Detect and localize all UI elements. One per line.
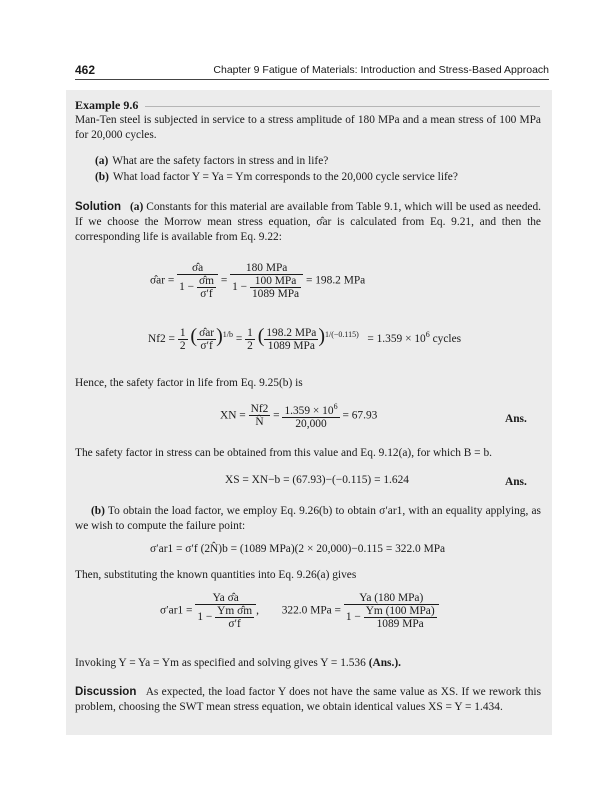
eq2-inner-den: σ′f — [197, 339, 216, 352]
eq6-den2-bottom: 1089 MPa — [364, 617, 437, 630]
invoking-body: Invoking Y = Ya = Ym as specified and solving gives Y = 1.536 — [75, 657, 366, 669]
eq2-half-den: 2 — [179, 339, 186, 352]
eq2-half-num-2: 1 — [247, 326, 253, 339]
discussion-heading: Discussion — [75, 686, 137, 698]
solution-intro — [75, 200, 541, 246]
equation-nf2: Nf2 = $\frac{1}{2}$ ( $\frac{\sigmâar}{\sigma'f}$ )$^{1/b}$ = $\frac{1}{2}$ ( $\frac{\text{198.2 MPa}}{\text{1089 MPa}}$ )$^{1/(-0.115)}$ = $1.359 \times 10^6$ cycles — [148, 325, 462, 352]
hence-text: Hence, the safety factor in life from Eq. 9.25(b) is — [75, 377, 303, 389]
equation-xn: XN = $\frac{Nf2}{N̂}$ = $\frac{1.359 \times 10^6}{20,000}$ = 67.93 — [220, 402, 378, 430]
eq3-result: = 67.93 — [342, 409, 378, 422]
eq1-result: = 198.2 MPa — [305, 274, 366, 287]
eq2-exponent-2: 1/(−0.115) — [325, 330, 359, 340]
eq3-num2-exp: 6 — [333, 402, 338, 411]
part-b-text — [75, 504, 541, 534]
eq1-one-minus-2: 1 − — [232, 281, 248, 294]
ans-label-2: Ans. — [505, 476, 527, 488]
part-b-body: To obtain the load factor, we employ Eq. 9.26(b) to obtain σ′ar1, with an equality applying, as we wish to compute the failure point: — [75, 505, 541, 533]
page-number: 462 — [75, 63, 96, 77]
invoking-text — [75, 656, 541, 671]
eq2-half-den-2: 2 — [247, 339, 253, 352]
eq6-one-minus: 1 − — [197, 611, 213, 624]
equation-sigma-ar — [150, 262, 365, 300]
solution-intro-text: Constants for this material are available from Table 9.1, which will be used as needed. If we choose the Morrow mean stress equation, σ̂ar is calculated from Eq. 9.21, and then the corresponding life is available from Eq. 9.22: — [75, 201, 541, 244]
equation-xs: XS = XN−b = (67.93)−(−0.115) = 1.624 — [225, 474, 409, 486]
header-rule — [75, 79, 549, 80]
eq6-one-minus-2: 1 − — [345, 611, 361, 624]
eq1-den2-top: 100 MPa — [254, 275, 297, 287]
eq3-den2: 20,000 — [282, 417, 339, 430]
eq6-num2: Ya (180 MPa) — [359, 592, 424, 604]
question-b-label: (b) — [95, 171, 109, 183]
question-b — [95, 170, 458, 185]
eq2-half-num: 1 — [179, 326, 186, 339]
eq1-fraction — [177, 262, 218, 300]
example-title: Example 9.6 — [75, 98, 139, 112]
eq2-den2: 1089 MPa — [264, 339, 318, 352]
eq3-lhs: XN = — [220, 409, 246, 422]
discussion-text: As expected, the load factor Y does not have the same value as XS. If we rework this problem, choosing the SWT mean stress equation, we obtain identical values XS = Y = 1.434. — [75, 686, 541, 714]
eq6-den-top: Ym σ̂m — [217, 605, 253, 617]
eq3-den: N̂ — [249, 415, 271, 428]
eq2-inner-num: σ̂ar — [199, 326, 215, 339]
question-b-text: What load factor Y = Ya = Ym corresponds to the 20,000 cycle service life? — [112, 171, 458, 183]
eq6-lhs2: 322.0 MPa = — [281, 604, 341, 617]
eq6-lhs: σ′ar1 = — [160, 604, 193, 617]
invoking-ans: (Ans.). — [368, 657, 401, 669]
example-statement: Man-Ten steel is subjected in service to a stress amplitude of 180 MPa and a mean stress of 100 MPa for 20,000 cycles. — [75, 114, 541, 142]
discussion — [75, 685, 541, 715]
eq2-num2: 198.2 MPa — [266, 326, 317, 339]
part-b-label: (b) — [91, 505, 105, 517]
eq6-den2-top: Ym (100 MPa) — [365, 605, 435, 617]
eq1-fraction-2 — [230, 262, 303, 300]
running-head: Chapter 9 Fatigue of Materials: Introduction and Stress-Based Approach — [213, 64, 549, 76]
eq1-num2: 180 MPa — [245, 262, 288, 274]
stress-text: The safety factor in stress can be obtained from this value and Eq. 9.12(a), for which B = b. — [75, 447, 492, 459]
eq1-den-top: σ̂m — [198, 275, 214, 287]
question-a-text: What are the safety factors in stress and in life? — [112, 155, 329, 167]
eq1-den2-bottom: 1089 MPa — [251, 288, 300, 300]
eq2-lhs: Nf2 = — [148, 333, 175, 345]
solution-heading: Solution — [75, 201, 121, 213]
ans-label-1: Ans. — [505, 413, 527, 425]
eq2-exponent: 1/b — [222, 330, 233, 340]
question-a — [95, 154, 328, 169]
eq3-num: Nf2 — [250, 403, 269, 416]
eq6-den-bottom: σ′f — [215, 617, 254, 630]
eq1-den-bottom: σ′f — [197, 287, 216, 300]
equation-load-factor: σ′ar1 = Ya σ̂a 1 − $\frac{\text{Ym σ̂m}}{\sigma'f}$ , 322.0 MPa = Ya (180 MPa) 1 − $\frac{\text{Ym (100 MPa)}}{\text{1089 MPa}}$ — [160, 592, 439, 630]
eq1-equals: = — [220, 274, 228, 287]
eq6-num: Ya σ̂a — [212, 592, 239, 604]
eq1-lhs: σ̂ar = — [150, 274, 175, 287]
equation-sigma-ar1: σ′ar1 = σ′f (2N̂)b = (1089 MPa)(2 × 20,000)−0.115 = 322.0 MPa — [150, 543, 446, 555]
eq2-result-unit: cycles — [429, 333, 462, 345]
solution-part-a-label: (a) — [129, 201, 144, 213]
example-title-rule — [145, 106, 540, 107]
eq1-one-minus: 1 − — [179, 281, 195, 294]
then-text: Then, substituting the known quantities into Eq. 9.26(a) gives — [75, 569, 357, 581]
eq1-num: σ̂a — [191, 262, 204, 274]
question-a-label: (a) — [95, 155, 109, 167]
eq2-result-exp: 6 — [425, 330, 430, 340]
eq3-num2: 1.359 × 10 — [284, 404, 334, 417]
eq2-result: = 1.359 × 10 — [367, 333, 426, 345]
